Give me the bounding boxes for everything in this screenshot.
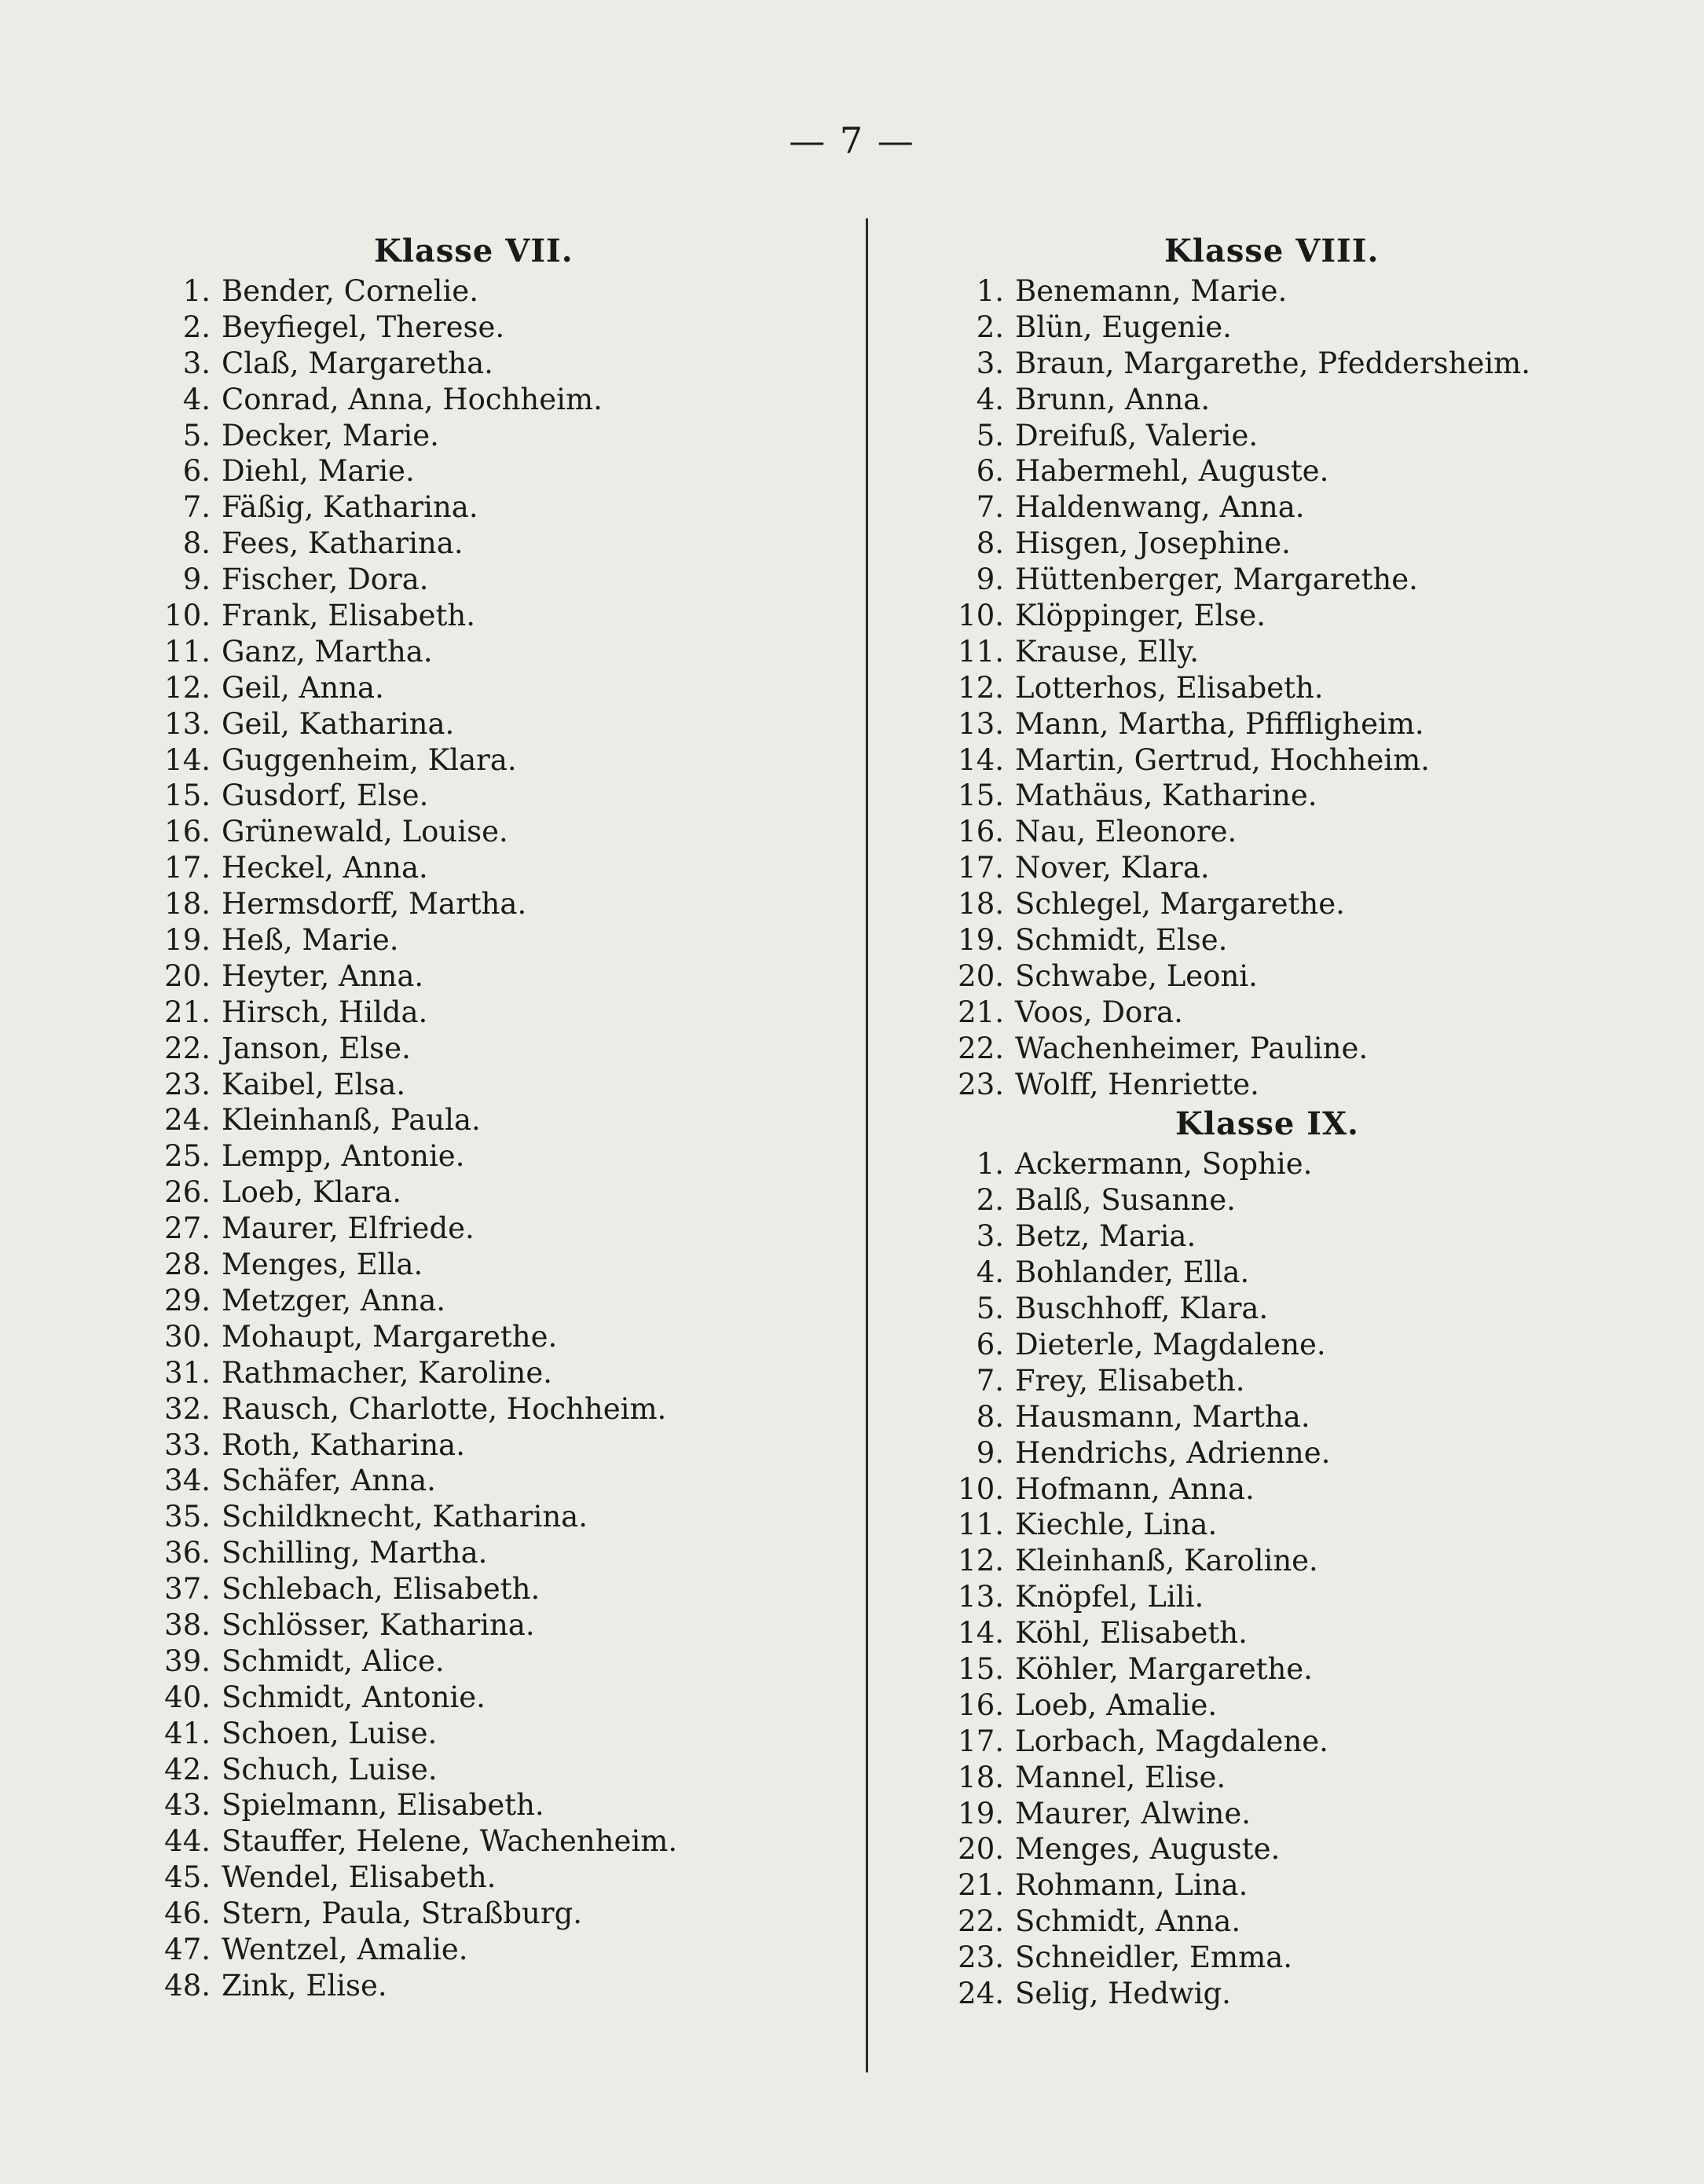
entry-name: Schmidt, Else. <box>1015 923 1228 958</box>
list-item <box>154 526 845 562</box>
entry-number: 21. <box>958 1868 1004 1903</box>
entry-name: Wolff, Henriette. <box>1015 1067 1259 1101</box>
entry-name: Hisgen, Josephine. <box>1015 526 1291 561</box>
list-item <box>947 346 1655 382</box>
entry-name: Zink, Elise. <box>222 1968 387 2003</box>
entry-name: Schilling, Martha. <box>222 1536 488 1570</box>
entry-name: Diehl, Marie. <box>222 454 415 489</box>
list-item <box>947 1651 1655 1687</box>
entry-number: 35. <box>164 1500 211 1534</box>
entry-name: Mann, Martha, Pfiffligheim. <box>1015 706 1424 741</box>
list-item <box>947 273 1655 310</box>
entry-name: Lotterhos, Elisabeth. <box>1015 670 1324 705</box>
entry-number: 8. <box>976 1399 1004 1434</box>
entry-number: 7. <box>182 490 211 525</box>
list-item <box>947 1543 1655 1579</box>
entry-name: Lempp, Antonie. <box>222 1139 465 1174</box>
list-item <box>947 1831 1655 1867</box>
entry-name: Kleinhanß, Paula. <box>222 1103 481 1138</box>
entry-name: Bender, Cornelie. <box>222 274 478 308</box>
entry-name: Schlebach, Elisabeth. <box>222 1572 541 1607</box>
entry-name: Hüttenberger, Margarethe. <box>1015 562 1418 597</box>
entry-name: Janson, Else. <box>222 1031 411 1065</box>
entry-name: Loeb, Klara. <box>222 1175 401 1210</box>
list-item <box>154 1860 845 1896</box>
entry-number: 5. <box>976 1292 1004 1326</box>
list-item <box>154 1571 845 1607</box>
list-item <box>947 1687 1655 1724</box>
list-item <box>154 1283 845 1319</box>
list-item <box>947 1579 1655 1615</box>
list-item <box>947 1435 1655 1471</box>
entry-number: 4. <box>976 1255 1004 1290</box>
list-item <box>947 418 1655 454</box>
entry-number: 19. <box>958 1796 1004 1830</box>
list-item <box>947 1399 1655 1435</box>
entry-number: 9. <box>976 562 1004 597</box>
entry-name: Schuch, Luise. <box>222 1752 438 1786</box>
entry-name: Maurer, Alwine. <box>1015 1796 1251 1830</box>
entry-number: 8. <box>182 526 211 561</box>
list-item <box>947 1031 1655 1067</box>
list-item <box>154 1968 845 2004</box>
entry-name: Brunn, Anna. <box>1015 382 1211 416</box>
entry-name: Hausmann, Martha. <box>1015 1399 1310 1434</box>
entry-name: Braun, Margarethe, Pfeddersheim. <box>1015 346 1531 380</box>
list-item <box>947 886 1655 922</box>
list-item <box>154 1355 845 1391</box>
list-item <box>947 1146 1655 1182</box>
entry-number: 26. <box>164 1175 211 1210</box>
entry-number: 3. <box>182 346 211 380</box>
entry-number: 47. <box>164 1932 211 1966</box>
entry-name: Hermsdorff, Martha. <box>222 887 527 922</box>
list-item <box>947 1760 1655 1796</box>
entry-number: 38. <box>164 1607 211 1642</box>
entry-number: 34. <box>164 1464 211 1498</box>
entry-name: Dreifuß, Valerie. <box>1015 418 1259 453</box>
list-item <box>154 1319 845 1355</box>
list-item <box>947 742 1655 779</box>
list-item <box>947 1327 1655 1363</box>
entry-number: 27. <box>164 1211 211 1246</box>
list-item <box>154 346 845 382</box>
entry-number: 15. <box>958 1651 1004 1686</box>
list-item <box>154 1499 845 1535</box>
entry-name: Kaibel, Elsa. <box>222 1067 406 1101</box>
entry-number: 17. <box>958 851 1004 885</box>
list-item <box>154 995 845 1031</box>
list-item <box>154 1716 845 1752</box>
entry-number: 23. <box>958 1067 1004 1101</box>
entry-name: Schmidt, Alice. <box>222 1643 445 1678</box>
entry-number: 1. <box>976 1147 1004 1182</box>
entry-name: Betz, Maria. <box>1015 1219 1196 1254</box>
list-item <box>947 1218 1655 1255</box>
list-item <box>154 1427 845 1464</box>
list-item <box>154 670 845 706</box>
entry-name: Stauffer, Helene, Wachenheim. <box>222 1824 678 1859</box>
entry-name: Köhler, Margarethe. <box>1015 1651 1313 1686</box>
entry-number: 42. <box>164 1752 211 1786</box>
entry-name: Mathäus, Katharine. <box>1015 779 1317 813</box>
list-item <box>154 1247 845 1283</box>
entry-name: Rohmann, Lina. <box>1015 1868 1248 1903</box>
entry-name: Lorbach, Magdalene. <box>1015 1724 1328 1758</box>
list-item <box>947 814 1655 850</box>
entry-number: 40. <box>164 1680 211 1714</box>
list-item <box>154 1031 845 1067</box>
list-item <box>154 1391 845 1427</box>
page-number: — 7 — <box>789 119 915 162</box>
entry-number: 22. <box>958 1031 1004 1065</box>
list-item <box>154 1823 845 1860</box>
entry-name: Frank, Elisabeth. <box>222 599 475 633</box>
list-item <box>154 453 845 489</box>
entry-name: Hirsch, Hilda. <box>222 995 428 1029</box>
entry-number: 15. <box>164 779 211 813</box>
entry-name: Conrad, Anna, Hochheim. <box>222 382 603 416</box>
list-item <box>154 958 845 995</box>
entry-name: Voos, Dora. <box>1015 995 1183 1029</box>
list-item <box>154 1932 845 1968</box>
entry-number: 7. <box>976 1363 1004 1398</box>
entry-name: Wachenheimer, Pauline. <box>1015 1031 1369 1065</box>
list-item <box>947 1940 1655 1976</box>
entry-number: 16. <box>958 815 1004 849</box>
list-item <box>154 634 845 670</box>
entry-number: 17. <box>958 1724 1004 1758</box>
entry-number: 16. <box>958 1687 1004 1722</box>
entry-name: Schlegel, Margarethe. <box>1015 887 1345 922</box>
entry-number: 23. <box>958 1940 1004 1975</box>
class-heading-vii: Klasse VII. <box>374 233 573 269</box>
list-item <box>154 1463 845 1499</box>
entry-name: Ackermann, Sophie. <box>1015 1147 1313 1182</box>
entry-name: Geil, Anna. <box>222 670 384 705</box>
list-item <box>947 562 1655 598</box>
list-item <box>154 1138 845 1174</box>
entry-number: 19. <box>958 923 1004 958</box>
entry-number: 10. <box>958 599 1004 633</box>
class-heading-ix: Klasse IX. <box>1175 1105 1359 1143</box>
list-item <box>947 598 1655 634</box>
list-item <box>154 706 845 742</box>
student-list-viii <box>947 273 1655 1102</box>
list-item <box>947 489 1655 526</box>
entry-name: Habermehl, Auguste. <box>1015 454 1329 489</box>
entry-number: 6. <box>182 454 211 489</box>
entry-number: 28. <box>164 1248 211 1282</box>
list-item <box>947 1615 1655 1651</box>
entry-number: 12. <box>164 670 211 705</box>
entry-number: 37. <box>164 1572 211 1607</box>
entry-name: Spielmann, Elisabeth. <box>222 1788 544 1823</box>
entry-name: Schlösser, Katharina. <box>222 1607 535 1642</box>
entry-number: 14. <box>958 742 1004 777</box>
entry-number: 11. <box>958 634 1004 669</box>
entry-number: 9. <box>976 1435 1004 1470</box>
entry-name: Fischer, Dora. <box>222 562 429 597</box>
entry-number: 21. <box>958 995 1004 1029</box>
class-heading-viii: Klasse VIII. <box>1164 233 1380 269</box>
entry-number: 23. <box>164 1067 211 1101</box>
entry-name: Guggenheim, Klara. <box>222 742 517 777</box>
entry-name: Wentzel, Amalie. <box>222 1932 468 1966</box>
entry-name: Frey, Elisabeth. <box>1015 1363 1245 1398</box>
entry-name: Menges, Auguste. <box>1015 1832 1281 1867</box>
list-item <box>947 526 1655 562</box>
entry-number: 19. <box>164 923 211 958</box>
entry-name: Benemann, Marie. <box>1015 274 1288 308</box>
entry-name: Roth, Katharina. <box>222 1427 465 1462</box>
entry-name: Fäßig, Katharina. <box>222 490 478 525</box>
entry-name: Martin, Gertrud, Hochheim. <box>1015 742 1430 777</box>
list-item <box>154 598 845 634</box>
entry-number: 11. <box>164 634 211 669</box>
entry-number: 24. <box>164 1103 211 1138</box>
entry-name: Beyfiegel, Therese. <box>222 310 505 344</box>
list-item <box>947 850 1655 886</box>
entry-name: Heyter, Anna. <box>222 958 424 993</box>
entry-number: 41. <box>164 1716 211 1750</box>
entry-name: Heß, Marie. <box>222 923 399 958</box>
entry-number: 12. <box>958 1544 1004 1578</box>
entry-number: 1. <box>976 274 1004 308</box>
entry-name: Rausch, Charlotte, Hochheim. <box>222 1391 667 1426</box>
entry-name: Schneidler, Emma. <box>1015 1940 1293 1975</box>
entry-name: Schmidt, Anna. <box>1015 1904 1241 1939</box>
entry-name: Mohaupt, Margarethe. <box>222 1319 558 1354</box>
entry-name: Blün, Eugenie. <box>1015 310 1232 344</box>
entry-number: 2. <box>976 1183 1004 1218</box>
entry-name: Fees, Katharina. <box>222 526 464 561</box>
entry-number: 6. <box>976 454 1004 489</box>
entry-name: Knöpfel, Lili. <box>1015 1580 1204 1614</box>
entry-number: 17. <box>164 851 211 885</box>
entry-number: 18. <box>958 1760 1004 1794</box>
entry-name: Hendrichs, Adrienne. <box>1015 1435 1331 1470</box>
entry-name: Nover, Klara. <box>1015 851 1210 885</box>
entry-name: Hofmann, Anna. <box>1015 1471 1255 1506</box>
list-item <box>947 634 1655 670</box>
entry-name: Kleinhanß, Karoline. <box>1015 1544 1318 1578</box>
entry-name: Wendel, Elisabeth. <box>222 1860 497 1895</box>
list-item <box>154 1787 845 1823</box>
entry-name: Heckel, Anna. <box>222 851 428 885</box>
list-item <box>154 1680 845 1716</box>
list-item <box>154 489 845 526</box>
entry-number: 32. <box>164 1391 211 1426</box>
entry-number: 14. <box>164 742 211 777</box>
entry-number: 13. <box>958 706 1004 741</box>
entry-number: 31. <box>164 1355 211 1390</box>
entry-name: Mannel, Elise. <box>1015 1760 1226 1794</box>
list-item <box>154 778 845 814</box>
list-item <box>947 958 1655 995</box>
entry-name: Maurer, Elfriede. <box>222 1211 475 1246</box>
entry-name: Stern, Paula, Straßburg. <box>222 1896 583 1931</box>
student-list-ix <box>947 1146 1655 2011</box>
entry-number: 10. <box>164 599 211 633</box>
entry-number: 11. <box>958 1508 1004 1542</box>
entry-name: Kiechle, Lina. <box>1015 1508 1218 1542</box>
list-item <box>947 922 1655 958</box>
list-item <box>154 1896 845 1932</box>
list-item <box>947 1363 1655 1399</box>
entry-number: 20. <box>958 958 1004 993</box>
list-item <box>947 382 1655 418</box>
entry-number: 4. <box>976 382 1004 416</box>
entry-number: 44. <box>164 1824 211 1859</box>
entry-name: Grünewald, Louise. <box>222 815 508 849</box>
entry-number: 20. <box>164 958 211 993</box>
list-item <box>154 1607 845 1643</box>
entry-number: 15. <box>958 779 1004 813</box>
student-list-vii <box>154 273 845 2004</box>
entry-number: 9. <box>182 562 211 597</box>
entry-number: 20. <box>958 1832 1004 1867</box>
entry-name: Buschhoff, Klara. <box>1015 1292 1269 1326</box>
entry-number: 22. <box>164 1031 211 1065</box>
entry-number: 46. <box>164 1896 211 1931</box>
entry-number: 3. <box>976 1219 1004 1254</box>
column-divider <box>866 218 868 2072</box>
entry-name: Geil, Katharina. <box>222 706 455 741</box>
list-item <box>947 1976 1655 2012</box>
entry-number: 18. <box>958 887 1004 922</box>
entry-name: Balß, Susanne. <box>1015 1183 1236 1218</box>
entry-number: 5. <box>976 418 1004 453</box>
list-item <box>947 778 1655 814</box>
list-item <box>154 886 845 922</box>
entry-name: Nau, Eleonore. <box>1015 815 1237 849</box>
entry-number: 25. <box>164 1139 211 1174</box>
entry-number: 45. <box>164 1860 211 1895</box>
list-item <box>154 562 845 598</box>
entry-name: Claß, Margaretha. <box>222 346 493 380</box>
entry-name: Köhl, Elisabeth. <box>1015 1616 1248 1651</box>
entry-number: 1. <box>182 274 211 308</box>
list-item <box>947 1471 1655 1508</box>
entry-number: 43. <box>164 1788 211 1823</box>
list-item <box>154 1067 845 1103</box>
list-item <box>154 922 845 958</box>
list-item <box>947 1067 1655 1103</box>
entry-number: 36. <box>164 1536 211 1570</box>
entry-number: 48. <box>164 1968 211 2003</box>
list-item <box>154 1102 845 1138</box>
list-item <box>154 310 845 346</box>
entry-name: Schwabe, Leoni. <box>1015 958 1258 993</box>
entry-number: 14. <box>958 1616 1004 1651</box>
entry-number: 3. <box>976 346 1004 380</box>
entry-number: 18. <box>164 887 211 922</box>
list-item <box>947 453 1655 489</box>
entry-name: Schmidt, Antonie. <box>222 1680 486 1714</box>
entry-name: Bohlander, Ella. <box>1015 1255 1250 1290</box>
list-item <box>154 742 845 779</box>
list-item <box>154 382 845 418</box>
entry-name: Schoen, Luise. <box>222 1716 438 1750</box>
list-item <box>154 850 845 886</box>
entry-number: 10. <box>958 1471 1004 1506</box>
entry-name: Klöppinger, Else. <box>1015 599 1266 633</box>
entry-name: Ganz, Martha. <box>222 634 433 669</box>
entry-number: 21. <box>164 995 211 1029</box>
list-item <box>947 706 1655 742</box>
entry-name: Haldenwang, Anna. <box>1015 490 1305 525</box>
column-left <box>154 229 845 2004</box>
list-item <box>947 310 1655 346</box>
entry-number: 2. <box>976 310 1004 344</box>
list-item <box>154 1174 845 1211</box>
entry-number: 16. <box>164 815 211 849</box>
list-item <box>947 1867 1655 1904</box>
entry-name: Decker, Marie. <box>222 418 439 453</box>
list-item <box>947 670 1655 706</box>
entry-name: Krause, Elly. <box>1015 634 1200 669</box>
entry-name: Dieterle, Magdalene. <box>1015 1327 1326 1361</box>
entry-number: 7. <box>976 490 1004 525</box>
entry-number: 22. <box>958 1904 1004 1939</box>
list-item <box>947 995 1655 1031</box>
entry-number: 2. <box>182 310 211 344</box>
list-item <box>154 1535 845 1571</box>
list-item <box>947 1255 1655 1291</box>
list-item <box>154 1211 845 1247</box>
entry-name: Metzger, Anna. <box>222 1283 446 1317</box>
entry-number: 4. <box>182 382 211 416</box>
entry-number: 5. <box>182 418 211 453</box>
entry-name: Gusdorf, Else. <box>222 779 429 813</box>
entry-number: 13. <box>164 706 211 741</box>
column-right <box>947 229 1655 2012</box>
list-item <box>154 814 845 850</box>
entry-number: 13. <box>958 1580 1004 1614</box>
list-item <box>947 1724 1655 1760</box>
entry-number: 12. <box>958 670 1004 705</box>
entry-number: 30. <box>164 1319 211 1354</box>
list-item <box>947 1182 1655 1218</box>
list-item <box>947 1507 1655 1543</box>
entry-number: 6. <box>976 1327 1004 1361</box>
entry-number: 39. <box>164 1643 211 1678</box>
list-item <box>154 273 845 310</box>
list-item <box>947 1904 1655 1940</box>
list-item <box>154 1643 845 1680</box>
list-item <box>947 1796 1655 1832</box>
entry-name: Rathmacher, Karoline. <box>222 1355 553 1390</box>
entry-name: Schildknecht, Katharina. <box>222 1500 588 1534</box>
entry-name: Schäfer, Anna. <box>222 1464 436 1498</box>
entry-name: Loeb, Amalie. <box>1015 1687 1218 1722</box>
entry-number: 8. <box>976 526 1004 561</box>
entry-name: Selig, Hedwig. <box>1015 1976 1231 2010</box>
list-item <box>154 418 845 454</box>
list-item <box>947 1291 1655 1327</box>
entry-number: 24. <box>958 1976 1004 2010</box>
entry-number: 33. <box>164 1427 211 1462</box>
list-item <box>154 1752 845 1788</box>
entry-name: Menges, Ella. <box>222 1248 423 1282</box>
entry-number: 29. <box>164 1283 211 1317</box>
